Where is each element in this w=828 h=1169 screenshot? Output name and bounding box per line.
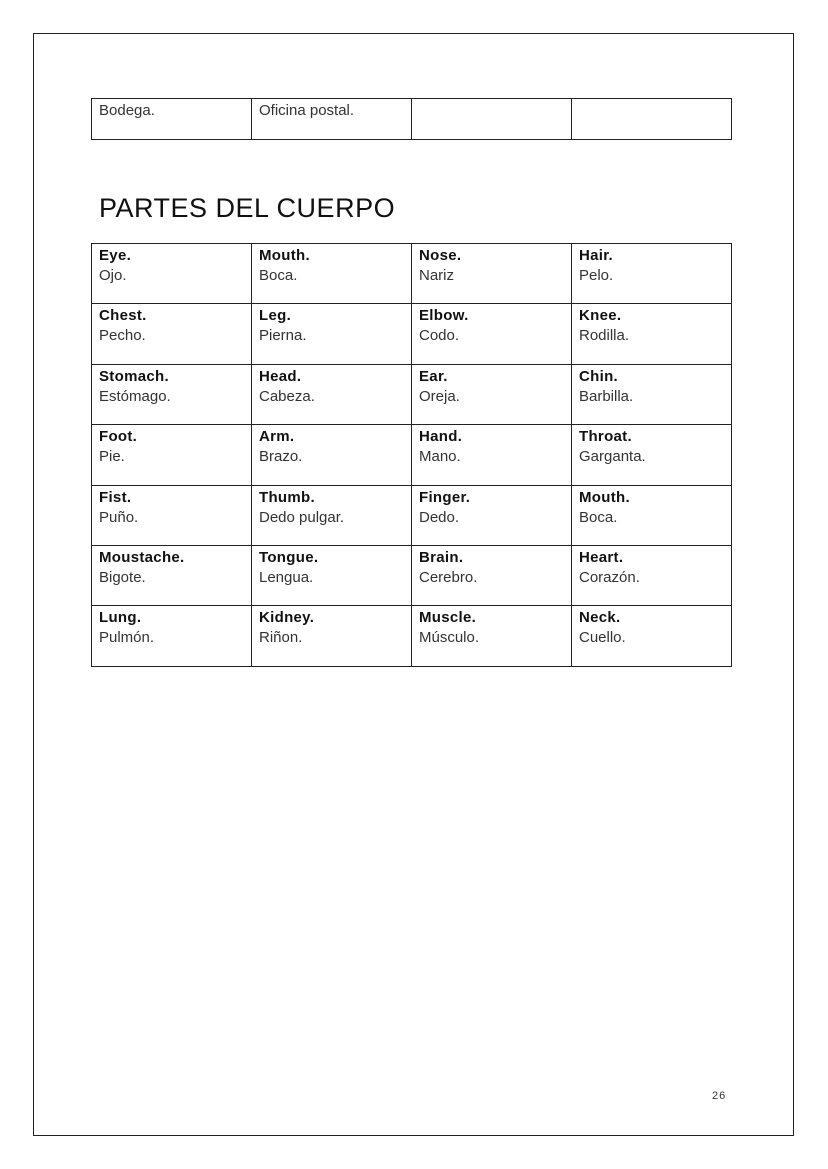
vocab-cell bbox=[252, 545, 412, 605]
spanish-translation: Nariz bbox=[419, 267, 455, 284]
spanish-translation: Pierna. bbox=[259, 327, 307, 345]
vocab-cell bbox=[572, 485, 732, 545]
english-word: Hand. bbox=[419, 428, 463, 446]
spanish-translation: Garganta. bbox=[579, 448, 646, 466]
places-table-continuation bbox=[91, 98, 732, 140]
spanish-translation: Pelo. bbox=[579, 267, 614, 284]
table-row bbox=[92, 425, 732, 485]
english-word: Thumb. bbox=[259, 488, 315, 506]
english-word: Fist. bbox=[99, 488, 132, 506]
vocab-cell bbox=[412, 485, 572, 545]
section-title: PARTES DEL CUERPO bbox=[99, 193, 396, 223]
table-row bbox=[92, 606, 732, 666]
english-word: Nose. bbox=[419, 247, 462, 264]
spanish-translation: Lengua. bbox=[259, 568, 314, 586]
english-word: Tongue. bbox=[259, 548, 319, 566]
english-word: Muscle. bbox=[419, 609, 477, 627]
spanish-translation: Estómago. bbox=[99, 387, 171, 405]
english-word: Chin. bbox=[579, 367, 618, 385]
spanish-translation: Barbilla. bbox=[579, 387, 634, 405]
vocab-cell bbox=[572, 606, 732, 666]
english-word: Moustache. bbox=[99, 548, 185, 566]
vocab-cell bbox=[92, 606, 252, 666]
english-word: Hair. bbox=[579, 247, 614, 264]
spanish-translation: Mano. bbox=[419, 448, 461, 466]
vocab-cell bbox=[572, 425, 732, 485]
spanish-translation: Codo. bbox=[419, 327, 460, 345]
english-word: Foot. bbox=[99, 428, 138, 446]
english-word: Finger. bbox=[419, 488, 471, 506]
vocab-cell bbox=[252, 485, 412, 545]
spanish-translation: Riñon. bbox=[259, 629, 303, 647]
table-row bbox=[92, 545, 732, 605]
table-row bbox=[92, 364, 732, 424]
spanish-translation: Bigote. bbox=[99, 568, 146, 586]
english-word: Heart. bbox=[579, 548, 624, 566]
vocab-cell bbox=[412, 304, 572, 364]
english-word: Head. bbox=[259, 367, 302, 385]
english-word: Knee. bbox=[579, 307, 622, 325]
vocab-cell bbox=[572, 304, 732, 364]
spanish-translation: Cabeza. bbox=[259, 387, 315, 405]
table-cell bbox=[412, 99, 572, 140]
vocab-cell bbox=[92, 485, 252, 545]
spanish-translation: Dedo. bbox=[419, 508, 460, 526]
vocab-cell bbox=[412, 244, 572, 304]
table-cell: Oficina postal. bbox=[252, 99, 412, 140]
spanish-translation: Pulmón. bbox=[99, 629, 155, 647]
spanish-translation: Puño. bbox=[99, 508, 139, 526]
spanish-translation: Boca. bbox=[579, 508, 618, 526]
english-word: Throat. bbox=[579, 428, 632, 446]
table-cell bbox=[572, 99, 732, 140]
vocab-cell bbox=[92, 364, 252, 424]
vocab-cell bbox=[572, 364, 732, 424]
english-word: Chest. bbox=[99, 307, 147, 325]
spanish-translation: Rodilla. bbox=[579, 327, 630, 345]
vocab-cell bbox=[412, 606, 572, 666]
spanish-translation: Oreja. bbox=[419, 387, 460, 405]
english-word: Kidney. bbox=[259, 609, 315, 627]
spanish-translation: Pie. bbox=[99, 448, 125, 466]
english-word: Brain. bbox=[419, 548, 464, 566]
vocab-cell bbox=[412, 364, 572, 424]
vocab-cell bbox=[252, 425, 412, 485]
english-word: Stomach. bbox=[99, 367, 169, 385]
spanish-translation: Músculo. bbox=[419, 629, 480, 647]
vocab-cell bbox=[92, 304, 252, 364]
spanish-translation: Ojo. bbox=[99, 267, 127, 284]
spanish-translation: Pecho. bbox=[99, 327, 146, 345]
english-word: Leg. bbox=[259, 307, 292, 325]
vocab-cell bbox=[252, 364, 412, 424]
body-parts-table bbox=[91, 243, 732, 667]
vocab-cell bbox=[92, 425, 252, 485]
spanish-translation: Corazón. bbox=[579, 568, 640, 586]
vocab-cell bbox=[412, 545, 572, 605]
vocab-cell bbox=[92, 545, 252, 605]
table-cell: Bodega. bbox=[92, 99, 252, 140]
english-word: Ear. bbox=[419, 367, 448, 385]
spanish-translation: Dedo pulgar. bbox=[259, 508, 345, 526]
english-word: Mouth. bbox=[579, 488, 630, 506]
spanish-translation: Boca. bbox=[259, 267, 298, 284]
english-word: Lung. bbox=[99, 609, 142, 627]
vocab-cell bbox=[92, 244, 252, 304]
english-word: Mouth. bbox=[259, 247, 310, 264]
english-word: Elbow. bbox=[419, 307, 469, 325]
english-word: Eye. bbox=[99, 247, 132, 264]
table-row bbox=[92, 304, 732, 364]
english-word: Neck. bbox=[579, 609, 621, 627]
table-row bbox=[92, 99, 732, 140]
vocab-cell bbox=[252, 606, 412, 666]
spanish-translation: Cuello. bbox=[579, 629, 626, 647]
vocab-cell bbox=[572, 545, 732, 605]
spanish-translation: Cerebro. bbox=[419, 568, 478, 586]
spanish-translation: Brazo. bbox=[259, 448, 303, 466]
table-row bbox=[92, 244, 732, 304]
page-number: 26 bbox=[712, 1090, 727, 1102]
table-row bbox=[92, 485, 732, 545]
english-word: Arm. bbox=[259, 428, 295, 446]
vocab-cell bbox=[252, 304, 412, 364]
vocab-cell bbox=[252, 244, 412, 304]
vocab-cell bbox=[412, 425, 572, 485]
vocab-cell bbox=[572, 244, 732, 304]
